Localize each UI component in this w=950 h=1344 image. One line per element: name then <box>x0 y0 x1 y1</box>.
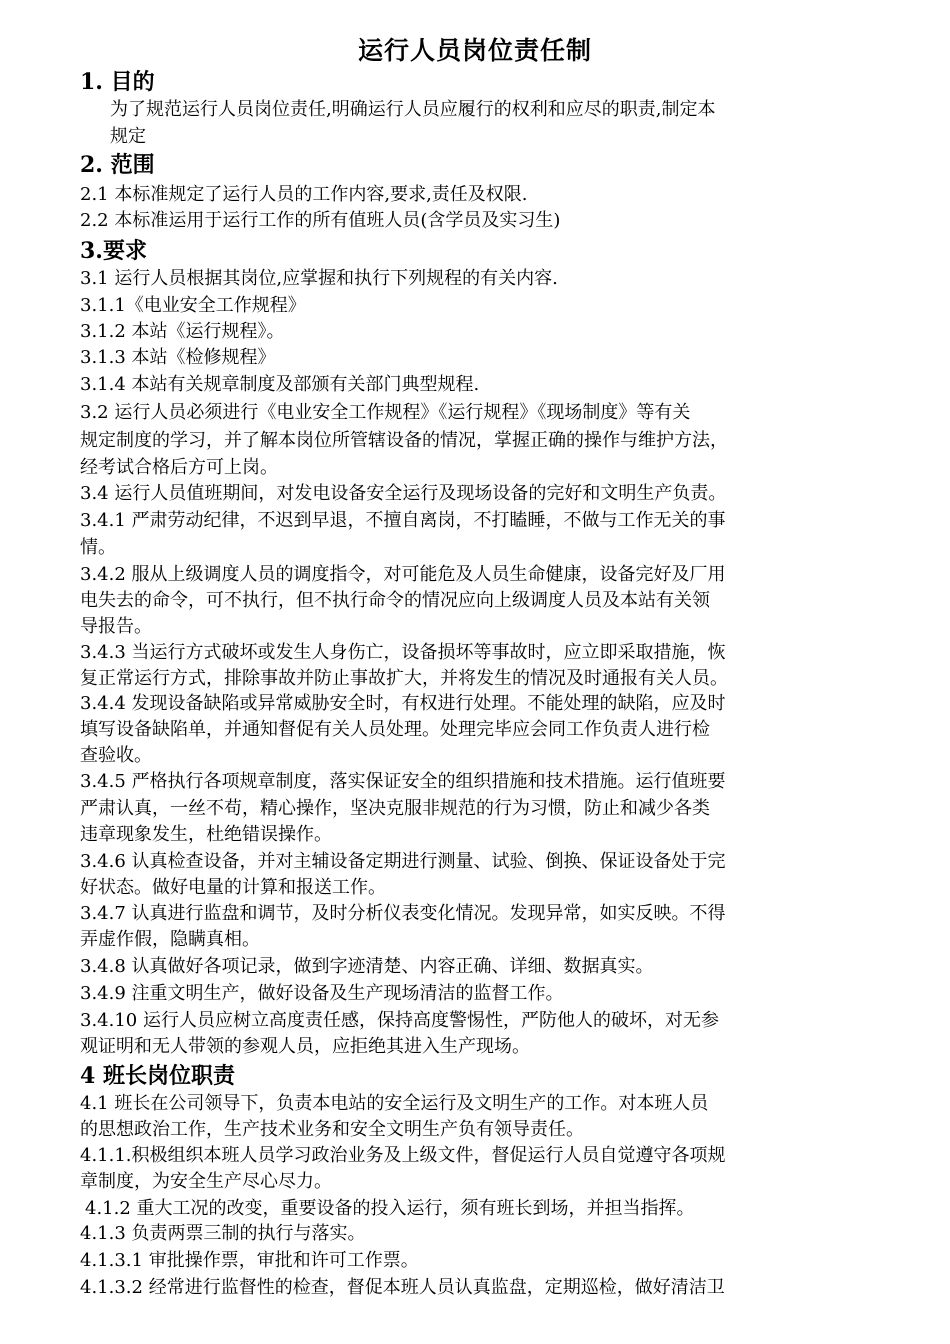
paragraph-line: 经考试合格后方可上岗。 <box>80 457 278 478</box>
paragraph-line: 4.1.1.积极组织本班人员学习政治业务及上级文件，督促运行人员自觉遵守各项规 <box>80 1145 726 1166</box>
paragraph-line: 3.4.4 发现设备缺陷或异常威胁安全时，有权进行处理。不能处理的缺陷，应及时 <box>80 693 726 714</box>
paragraph-line: 3.1.2 本站《运行规程》。 <box>80 321 285 342</box>
paragraph-line: 4.1.3.1 审批操作票，审批和许可工作票。 <box>80 1250 419 1271</box>
paragraph-line: 4.1.3.2 经常进行监督性的检查，督促本班人员认真监盘，定期巡检，做好清洁卫 <box>80 1277 725 1298</box>
section-heading: 1. 目的 <box>80 69 155 95</box>
paragraph-line: 3.4.6 认真检查设备，并对主辅设备定期进行测量、试验、倒换、保证设备处于完 <box>80 851 726 872</box>
paragraph-line: 严肃认真，一丝不苟，精心操作，坚决克服非规范的行为习惯，防止和减少各类 <box>80 798 710 819</box>
paragraph-line: 4.1.3 负责两票三制的执行与落实。 <box>80 1223 366 1244</box>
paragraph-line: 复正常运行方式，排除事故并防止事故扩大，并将发生的情况及时通报有关人员。 <box>80 668 728 689</box>
paragraph-line: 电失去的命令，可不执行，但不执行命令的情况应向上级调度人员及本站有关领 <box>80 590 710 611</box>
paragraph-line: 4.1 班长在公司领导下，负责本电站的安全运行及文明生产的工作。对本班人员 <box>80 1093 709 1114</box>
paragraph-line: 3.4.2 服从上级调度人员的调度指令，对可能危及人员生命健康，设备完好及厂用 <box>80 564 726 585</box>
paragraph-line: 3.4.8 认真做好各项记录，做到字迹清楚、内容正确、详细、数据真实。 <box>80 956 654 977</box>
section-heading: 2. 范围 <box>80 152 155 178</box>
paragraph-line: 弄虚作假，隐瞒真相。 <box>80 929 260 950</box>
paragraph-line: 规定 <box>110 126 146 147</box>
paragraph-line: 3.4.3 当运行方式破坏或发生人身伤亡，设备损坏等事故时，应立即采取措施，恢 <box>80 642 726 663</box>
paragraph-line: 3.2 运行人员必须进行《电业安全工作规程》《运行规程》《现场制度》等有关 <box>80 402 691 423</box>
paragraph-line: 违章现象发生，杜绝错误操作。 <box>80 824 332 845</box>
paragraph-line: 好状态。做好电量的计算和报送工作。 <box>80 877 386 898</box>
section-heading: 3.要求 <box>80 238 147 264</box>
paragraph-line: 3.4.9 注重文明生产，做好设备及生产现场清洁的监督工作。 <box>80 983 564 1004</box>
paragraph-line: 导报告。 <box>80 616 152 637</box>
paragraph-line: 3.1.1《电业安全工作规程》 <box>80 295 306 316</box>
section-heading: 4 班长岗位职责 <box>80 1063 235 1089</box>
paragraph-line: 2.2 本标准运用于运行工作的所有值班人员(含学员及实习生) <box>80 210 561 231</box>
paragraph-line: 观证明和无人带领的参观人员，应拒绝其进入生产现场。 <box>80 1036 530 1057</box>
paragraph-line: 3.4.1 严肃劳动纪律，不迟到早退，不擅自离岗，不打瞌睡，不做与工作无关的事 <box>80 510 726 531</box>
paragraph-line: 3.4.5 严格执行各项规章制度，落实保证安全的组织措施和技术措施。运行值班要 <box>80 771 726 792</box>
paragraph-line: 4.1.2 重大工况的改变，重要设备的投入运行，须有班长到场，并担当指挥。 <box>85 1198 695 1219</box>
paragraph-line: 填写设备缺陷单，并通知督促有关人员处理。处理完毕应会同工作负责人进行检 <box>80 719 710 740</box>
paragraph-line: 规定制度的学习，并了解本岗位所管辖设备的情况，掌握正确的操作与维护方法， <box>80 430 728 451</box>
paragraph-line: 3.4.10 运行人员应树立高度责任感，保持高度警惕性，严防他人的破坏，对无参 <box>80 1010 719 1031</box>
paragraph-line: 3.1 运行人员根据其岗位,应掌握和执行下列规程的有关内容. <box>80 268 558 289</box>
paragraph-line: 情。 <box>80 537 116 558</box>
paragraph-line: 3.4.7 认真进行监盘和调节，及时分析仪表变化情况。发现异常，如实反映。不得 <box>80 903 726 924</box>
paragraph-line: 的思想政治工作，生产技术业务和安全文明生产负有领导责任。 <box>80 1119 584 1140</box>
paragraph-line: 为了规范运行人员岗位责任,明确运行人员应履行的权利和应尽的职责,制定本 <box>110 99 716 120</box>
paragraph-line: 3.4 运行人员值班期间，对发电设备安全运行及现场设备的完好和文明生产负责。 <box>80 483 727 504</box>
paragraph-line: 3.1.4 本站有关规章制度及部颁有关部门典型规程. <box>80 374 480 395</box>
paragraph-line: 查验收。 <box>80 745 152 766</box>
paragraph-line: 章制度，为安全生产尽心尽力。 <box>80 1171 332 1192</box>
paragraph-line: 2.1 本标准规定了运行人员的工作内容,要求,责任及权限. <box>80 184 528 205</box>
paragraph-line: 3.1.3 本站《检修规程》 <box>80 347 276 368</box>
document-title: 运行人员岗位责任制 <box>357 36 592 65</box>
